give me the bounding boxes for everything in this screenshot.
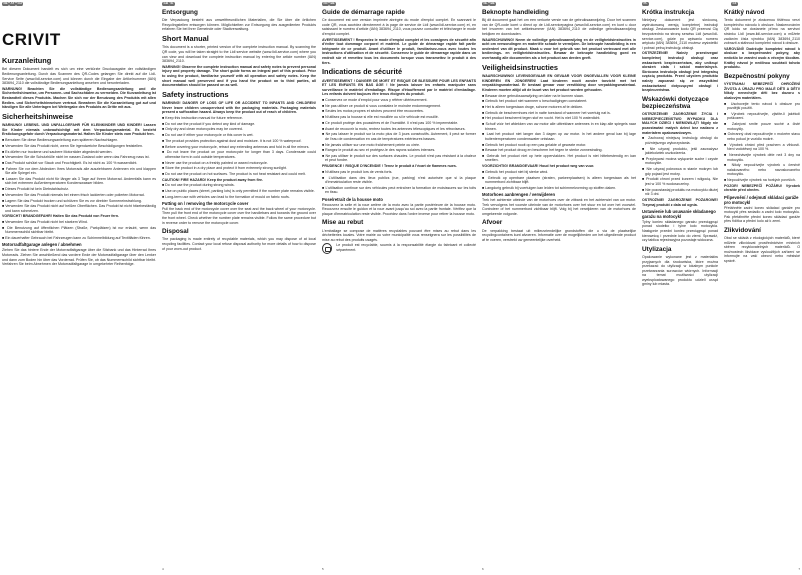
list-item: ■ Avant de recouvrir la moto, rentrez toutes les antennes télescopiques et les rétroviseurs. [322, 126, 466, 131]
text-utylizacja: Opakowanie wykonane jest z materiałów przyjaznych dla środowiska, które można przekazać do utylizacji w lokalnym punkcie przetwarzania surowców wtórnych. Informacji na temat możliwości utylizacji wyeksploatowanego produktu udzieli urząd gminy lub miasta. [642, 254, 718, 287]
list-item: ■ Laat het product niet langer dan 3 dagen op uw motor. In het andere geval kan bij lage buitentemperaturen condenswater ontstaan. [482, 132, 636, 141]
list-item: ■ Gebruik het product niet wanneer u beschadigingen constateert. [482, 99, 588, 104]
lang-pill-be: BE [330, 1, 335, 5]
heading-pose: Pose/retrait de la housse moto [322, 196, 383, 202]
lang-pill-gb: GB [163, 1, 168, 5]
list-item: ■ Dieses Produkt ist kein Diebstahlschutz. [2, 187, 70, 192]
list-item: ■ Produkt chroni przed kurzem i wilgocią. Nie jest w 100 % wodoszczelny. [642, 177, 718, 186]
text-beknopt: Bij dit document gaat het om een verkorte versie van de gebruiksaanwijzing. Door het scannen van de QR-code komt u direct op de Lidl-servicepagina (www.lidl-service.com) en kunt u door het invoeren van het artikelnummer (IAN) 383694_2110 de volledige gebruiksaanwijzing bekijken en downloaden. [482, 18, 636, 36]
list-item: ■ Do not leave the product on your motorcycle for longer than 3 days. Condensate could otherwise form in cold outside temperatures. [162, 150, 316, 159]
column-pl [642, 6, 718, 573]
list-item: ■ Long-term use with vehicles can lead to the formation of mould on fabric roofs. [162, 194, 290, 199]
lang-pill-fr: FR [323, 1, 328, 5]
text-putting-on: Pull the back end of the motorcycle cover over the seat and the back wheel of your motorcycle. Then pull the front end of the motorcycle cover over the handlebars and towards the ground over the front wheel. Check whether the number plate remains visible. Follow the same procedure but in reverse order to remove the motorcycle cover. [162, 206, 316, 225]
lang-pill-ie: IE [170, 1, 174, 5]
page-number: 4 [162, 567, 164, 572]
list-item: ■ Výrobek chrání před prachem a vlhkostí. Není vodotěsný na 100 %. [724, 142, 800, 152]
lang-pill-nl: NL [483, 1, 488, 5]
page-number: 7 [798, 567, 800, 572]
list-item: ■ Nenechávejte výrobek déle než 3 dny na motocyklu. [724, 152, 800, 162]
warning-1-pl: OSTRZEŻENIE! Należy przestrzegać kompletnej instrukcji obsługi oraz wskazówek bezpieczeństwa, aby uniknąć obrażeń ciała i szkód materialnych. Skrócona instrukcja obsługi jest integralną częścią produktu. Przed użyciem produktu należy zapoznać się ze wszystkimi wskazówkami dotyczącymi obsługi i bezpieczeństwa. [642, 51, 718, 93]
column-fr [322, 6, 476, 573]
heading-kurzanleitung: Kurzanleitung [2, 56, 52, 65]
warning-3-cz: POZOR! NEBEZPEČÍ POŽÁRU! Výrobek chraňte před ohněm. [724, 183, 800, 193]
text-guide: Ce document est une version imprimée abrégée du mode d'emploi complet. En scannant le code QR, vous accédez directement à la page de service de Lidl (www.lidl-service.com) et, en saisissant le numéro d'article (IAN) 383694_2110, vous pouvez consulter et télécharger le mode d'emploi complet. [322, 18, 476, 36]
column-nl [482, 6, 636, 573]
list-item: ■ Zakrývat smíte pouze suché a čisté motocykly. [724, 122, 800, 131]
heading-beknopt: Beknopte handleiding [482, 9, 549, 16]
list-item: ■ Nie używaj pokrowca w stanie mokrym lub gdy pojazd jest mokry. [642, 167, 718, 176]
warning-1-cz: VAROVÁNÍ! Dodržujte kompletní návod k obsluze a bezpečnostní pokyny, aby nedošlo ke zranění osob a věcným škodám. Krátký návod je nedílnou součástí tohoto produktu. [724, 46, 800, 70]
list-item: ■ Only dry and clean motorcycles may be covered. [162, 127, 243, 132]
lang-pill-ch: CH [17, 1, 22, 5]
list-item: ■ Nie pozostawiaj produktu na motocyklu dłużej niż 3 dni. [642, 187, 718, 197]
warning-1-fr: AVERTISSEMENT ! Respectez le mode d'emploi complet et les consignes de sécurité afin d'éviter tout dommage corporel et matériel. Le guide de démarrage rapide fait partie intégrante de ce produit. Avant d'utiliser le produit, familiarisez-vous avec toutes les instructions d'utilisation et de sécurité. Conservez le guide de démarrage rapide dans un endroit sûr et remettez tous les documents lorsque vous transmettez le produit à des tiers. [322, 37, 476, 65]
list-item: ■ The product provides protection against dust and moisture. It is not 100 % waterproof. [162, 138, 302, 143]
list-item: ■ Gebruik op openbare plaatsen (straten, parkeerplaatsen) is alleen toegestaan als het nummerbord zichtbaar blijft. [482, 175, 636, 185]
list-item: ■ Ce produit protège des poussières et de l'humidité. Il n'est pas 100 % imperméable. [322, 120, 459, 125]
column-en [162, 6, 316, 573]
list-item: ■ Do not use the product if you detect any kind of damage. [162, 121, 256, 126]
text-motorhoes: Trek het achterste uiteinde van de motorhoes over de zitbank en het achterwiel van uw motor. Trek vervolgens het voorste uiteinde van de motorhoes over het stuur en tot over het voorwiel. Controleer of het nummerbord zichtbaar blijft. Volg bij het verwijderen van de motorhoes de omgekeerde volgorde. [482, 198, 636, 216]
heading-afvoer: Afvoer [482, 219, 503, 227]
list-item: ■ Ne pas utiliser le produit sur des surfaces chaudes. Le produit n'est pas résistant à la chaleur et peut fondre. [322, 153, 476, 163]
list-item: ■ Uschovejte tento návod k obsluze pro pozdější použití. [724, 101, 800, 111]
heading-wskazowki: Wskazówki dotyczące bezpieczeństwa [642, 95, 709, 110]
list-item: ■ Ne pas laisser le produit sur la moto plus de 3 jours consécutifs. Autrement, il peut se former de l'eau de condensation en cas de températures extérieures basses. [322, 132, 476, 141]
list-item: ■ Gebruik het product nooit op een pas gelakte of gewaxte motor. [482, 142, 587, 147]
list-item: ■ Die Benutzung auf öffentlichen Plätzen (Straße, Parkplätzen) ist nur erlaubt, wenn das Nummernschild sichtbar bleibt. [2, 225, 156, 235]
warning-3-en: CAUTION! FIRE HAZARD! Keep the product away from fire. [162, 177, 264, 182]
list-item: ■ Before covering your motorcycle, retract any extending antennas and fold in all the mirrors. [162, 144, 310, 149]
heading-pripevneni: Připevnění / odejmutí skládací garáže pro motocykl [724, 194, 799, 205]
text-kratky: Tento dokument je zkrácenou tištěnou verzí kompletního návodu k obsluze. Naskenováním QR kódu se dostanete přímo na servisní stránku Lidl (www.lidl-service.com) a můžete zadáním čísla výrobku (IAN) 383694_2110 zobrazit a stáhnout kompletní návod k obsluze. [724, 18, 800, 46]
list-item: ■ Verwenden Sie das Produkt nicht bei starkem Wind. [2, 220, 88, 225]
heading-bezpecnostni: Bezpečnostní pokyny [724, 72, 790, 80]
page-number: 5 [322, 567, 324, 572]
warning-2-fr: AVERTISSEMENT ! DANGER DE MORT ET RISQUE DE BLESSURE POUR LES ENFANTS ET LES ENFANTS EN BAS ÂGE ! Ne jamais laisser les enfants manipuler sans surveillance le matériel d'emballage. Risque d'étouffement par le matériel d'emballage. Les enfants doivent toujours être tenus éloignés du produit. [322, 78, 476, 97]
list-item: ■ Nikdy nepoužívejte výrobek u čerstvě nalakovaného nebo navoskovaného motocyklu. [724, 163, 800, 177]
lang-pill-cz: CZ [732, 1, 737, 5]
text-rebut: L'emballage se compose de matières recyclables pouvant être mises au rebut dans les déchetteries locales. Votre mairie ou votre municipalité vous renseignera sur les possibilités de mise au rebut des produits usagés. [322, 228, 476, 242]
list-de-1 [2, 138, 156, 213]
warning-2-cz: VÝSTRAHA! NEBEZPEČÍ OHROŽENÍ ŽIVOTA A ÚRAZU PRO MALÉ DĚTI A DĚTI! Nikdy nenechejte děti bez dozoru s obalovým materiálem. [724, 82, 800, 100]
list-item: ■ Do not use if either your motorcycle or this cover is wet. [162, 133, 254, 138]
warning-2-en: WARNING! DANGER OF LOSS OF LIFE OR ACCIDENT TO INFANTS AND CHILDREN! Never leave children unsupervised with the packaging materials. Packaging materials present a suffocation hazard. Always keep the product out of reach of children. [162, 101, 316, 115]
list-item: ■ Never use the product on a freshly painted or waxed motorcycle. [162, 160, 268, 165]
column-de [2, 8, 156, 575]
list-item: ■ Gebruik de beschermhoes niet in natte toestand of wanneer het voertuig nat is. [482, 110, 611, 115]
text-recycling: Le produit est recyclable, soumis à la responsabilité élargie du fabricant et collecté séparément. [336, 243, 476, 253]
list-item: ■ Keep this instruction manual for future reference. [162, 116, 243, 121]
list-item: ■ Het is alleen toegestaan droge, schone motoren af te dekken. [482, 104, 584, 109]
list-item: ■ Bewaar deze gebruiksaanwijzing om later na te kunnen slaan. [482, 93, 584, 98]
list-item: ■ Benutzen Sie diese Bedienungsanleitung zum späteren Nachschlagen. [2, 138, 119, 143]
text-kurzanleitung: Bei diesem Dokument handelt es sich um eine verkürzte Druckausgabe der vollständigen Bedienungsanleitung. Durch das Scannen des QR-Codes gelangen Sie direkt auf die Lidl-Service Seite (www.lidl-service.com) und können durch die Eingabe der Artikelnummer (IAN) 383694_2110 die vollständige Bedienungsanleitung ansehen und herunterladen. [2, 67, 156, 86]
list-item: ■ Nepoužívejte výrobek na horkých površích. [724, 178, 796, 183]
heading-krotka: Krótka instrukcja [642, 9, 695, 16]
warning-2-de: WARNUNG! LEBENS- UND UNFALLGEFAHR FÜR KLEINKINDER UND KINDER! Lassen Sie Kinder niemals unbeaufsichtigt mit dem Verpackungsmaterial. Es besteht Erstickungsgefahr durch Verpackungsmaterial. Halten Sie Kinder stets vom Produkt fern. [2, 123, 156, 137]
list-item: ■ Verwenden Sie die Schutzhülle nicht im nassen Zustand oder wenn das Fahrzeug nass ist. [2, 155, 150, 160]
text-short-manual: This document is a shorter, printed version of the complete instruction manual. By scanning the QR code, you will be taken straight to the Lidl service website (www.lidl-service.com) where you can view and download the complete instruction manual by entering the article number (IAN) 383694_2110. [162, 45, 316, 64]
text-motorrad: Ziehen Sie das hintere Ende der Motorradfaltgarage über die Sitzbank und das Hinterrad Ihres Motorrads. Ziehen Sie anschließend das vordere Ende der Motorradfaltgarage über den Lenker und dann zum Boden hin über das Vorderrad. Prüfen Sie, ob das Nummernschild sichtbar bleibt. Verfahren Sie beim Abnehmen der Motorradfaltgarage in umgekehrter Reihenfolge. [2, 248, 156, 267]
heading-guide: Guide de démarrage rapide [322, 9, 405, 16]
list-item: ■ N'utilisez pas la housse si elle est mouillée ou si le véhicule est mouillé. [322, 115, 439, 120]
list-item: ■ Het product beschermt tegen stof en vocht. Het is niet 100 % waterdicht. [482, 116, 601, 121]
list-item: ■ L'utilisation continue sur des véhicules peut entraîner la formation de moisissures sur les toits en tissu. [322, 185, 476, 195]
warning-2-nl: WAARSCHUWING! LEVENSGEVAAR EN GEVAAR VOOR ONGEVALLEN VOOR KLEINE KINDEREN EN JONGEREN! Laat kinderen nooit zonder toezicht met het verpakkingsmateriaal. Er bestaat gevaar voor verstikking door verpakkingsmateriaal. Kinderen moeten altijd uit de buurt van het product worden gehouden. [482, 74, 636, 92]
list-item: ■ Use on public places (street, parking lots) is only permitted if the number plate remains visible. [162, 188, 315, 193]
heading-motorrad: Motorradfaltgarage anlegen / abnehmen [2, 242, 82, 248]
list-item: ■ Ne jamais utiliser sur une moto fraîchement peinte ou cirée. [322, 142, 421, 147]
list-item: ■ Store the product in a dry place and protect it from extremely strong sunlight. [162, 166, 288, 171]
heading-disposal: Disposal [162, 228, 189, 236]
column-cz [724, 6, 800, 573]
heading-zlikvidovani: Zlikvidování [724, 226, 761, 234]
list-item: ■ Lassen Sie das Produkt nicht für länger als 3 Tage auf Ihrem Motorrad. Andernfalls kann es sich bei extremen Außentemperaturen Kondenswasser bilden. [2, 176, 156, 186]
heading-motorhoes: Motorhoes aanbrengen / verwijderen [482, 192, 556, 198]
list-item: ■ N'utilisez pas le produit lors de vents forts. [322, 169, 393, 174]
list-item: ■ Gebruik het product niet bij sterke wind. [482, 169, 549, 174]
warning-1-nl: WAARSCHUWING! Neem de volledige gebruiksaanwijzing en de veiligheidsinstructies in acht om verwondingen en materiële schade te vermijden. De beknopte handleiding is een onderdeel van dit product. Maak u voor het gebruik van het product vertrouwd met alle bedienings- en veiligheidsinstructies. Bewaar de beknopte handleiding goed en overhandig alle documenten als u het product aan derden geeft. [482, 37, 636, 61]
recycling-icon [322, 243, 332, 254]
logo-area [2, 8, 156, 54]
text-krotka: Niniejszy dokument jest skróconą, wydrukowaną wersją kompletnej instrukcji obsługi. Zeskanowanie kodu QR przenosi Cię bezpośrednio na stronę serwisu Lidl (www.lidl-service.com), gdzie po wpisaniu numeru artykułu (IAN) 383694_2110 możesz wyświetlić i pobrać pełną instrukcję obsługi. [642, 18, 718, 50]
list-item: ■ Lagern Sie das Produkt trocken und schützen Sie es vor direkter Sonneneinstrahlung. [2, 198, 142, 203]
heading-indications: Indications de sécurité [322, 67, 403, 77]
heading-rebut: Mise au rebut [322, 219, 364, 227]
lang-pill-at: AT [10, 1, 15, 5]
warning-1-de: WARNUNG! Beachten Sie die vollständige Bedienungsanleitung und die Sicherheitshinweise, um Personen- und Sachschäden zu vermeiden. Die Kurzanleitung ist Bestandteil dieses Produkts. Machen Sie sich vor der Benutzung des Produkts mit allen Bedien- und Sicherheitshinweisen vertraut. Bewahren Sie die Kurzanleitung gut auf und händigen Sie alle Unterlagen bei Weitergabe des Produkts an Dritte mit aus. [2, 86, 156, 110]
list-item: ■ Schuif vóór het afdekken van uw motor alle uittrekbare antennes in en klap alle spiegels naar binnen. [482, 121, 636, 131]
text-zlikvidovani: Obal se skládá z ekologických materiálů, které můžete zlikvidovat prostřednictvím místních sběren recyklovatelných materiálů. O možnostech likvidace vysloužilých zařízení se informujte na vaší obecní nebo městské správě. [724, 236, 800, 264]
list-item: ■ Nie używaj produktu, jeśli zauważysz jakiekolwiek uszkodzenia. [642, 146, 718, 156]
text-entsorgung: Die Verpackung besteht aus umweltfreundlichen Materialien, die Sie über die örtlichen Recyclingstellen entsorgen können. Möglichkeiten zur Entsorgung des ausgedienten Produkts erfahren Sie bei Ihrer Gemeinde oder Stadtverwaltung. [162, 18, 316, 32]
list-item: ■ Ne pas utiliser ce produit si vous constatez le moindre endommagement. [322, 103, 442, 108]
heading-entsorgung: Entsorgung [162, 9, 198, 16]
list-item: ■ L'utilisation dans des lieux publics (rue, parking) n'est autorisée que si la plaque d'immatriculation reste visible. [322, 175, 476, 185]
text-ustawienie: Tylny koniec składanego garażu przeciągnąć ponad siodełko i tylne koło motocykla. Następnie przedni koniec przeciągnąć ponad kierownicę i przednie koło do ziemi. Sprawdź, czy tablica rejestracyjna pozostaje widoczna. [642, 219, 718, 243]
page-number: 6 [482, 567, 484, 572]
warning-1-en: WARNING! Observe the complete instruction manual and safety notes to prevent personal injury and property damage. The short guide forms an integral part of this product. Prior to using the product, familiarise yourself with all operation and safety notes. Keep the short manual well preserved and if you hand the product on to third parties, all documentation should be passed on as well. [162, 64, 316, 88]
heading-short-manual: Short Manual [162, 33, 209, 43]
heading-safety: Safety instructions [162, 89, 229, 99]
list-item: ■ Rangez le produit au sec et protégez-le des rayons solaires intenses. [322, 148, 436, 153]
list-item: ■ Gebruik het product niet op hete oppervlakken. Het product is niet hittebestendig en kan smelten. [482, 153, 636, 163]
heading-veiligheid: Veiligheidsinstructies [482, 62, 558, 72]
list-item: ■ Verwenden Sie das Produkt nicht auf heißen Oberflächen. Das Produkt ist nicht hitzebeständig und kann schmelzen. [2, 204, 156, 213]
list-item: ■ Verwenden Sie das Produkt niemals bei einem frisch lackierten oder polierten Motorrad. [2, 192, 145, 197]
list-item: ■ Fahren Sie vor dem Abdecken Ihres Motorrads alle ausziehbaren Antennen ein und klappen Sie alle Spiegel ein. [2, 166, 156, 176]
heading-ustawienie: Ustawienie lub usuwanie składanego garażu na motocykl [642, 208, 716, 219]
text-disposal: The packaging is made entirely of recyclable materials, which you may dispose of at local recycling facilities. Contact your local refuse disposal authority for more details of how to dispose of your worn-out product. [162, 237, 316, 251]
text-afvoer: De verpakking bestaat uit milieuvriendelijke grondstoffen die u via de plaatselijke recyclingcontainers kunt afvoeren. Informatie over de mogelijkheden om het uitgediende product af te voeren, verstrekt uw gemeentelijke overheid. [482, 228, 636, 242]
lang-pill-de: DE [3, 1, 8, 5]
list-item: ■ Zachowaj niniejszą instrukcję obsługi do późniejszego wykorzystania. [642, 136, 718, 145]
heading-putting-on: Putting on / removing the motorcycle cover [162, 200, 249, 206]
lang-pill-pl: PL [643, 1, 648, 5]
list-item: ■ Langdurig gebruik bij voertuigen kan leiden tot schimmelvorming op stoffen daken. [482, 185, 617, 190]
list-item: ■ Do not use the product during strong winds. [162, 183, 235, 188]
warning-2-pl: OSTRZEŻENIE! ZAGROŻENIE ŻYCIA I NIEBEZPIECZEŃSTWO WYPADKU DLA MAŁYCH DZIECI I NIEMOWLĄT! Nigdy nie pozostawiać małych dzieci bez nadzoru z materiałem opakowaniowym. [642, 112, 718, 135]
list-item: ■ Verwenden Sie das Produkt nicht, wenn Sie irgendwelche Beschädigungen feststellen. [2, 143, 144, 148]
list-item: ■ Przykrywać można wyłącznie suche i czyste motocykle. [642, 156, 718, 166]
list-item: ■ Es dürfen nur trockene und saubere Motorräder abgedeckt werden. [2, 149, 113, 154]
list-item: ■ Výrobek nepoužívejte, zjistíte-li jakékoli poškození. [724, 111, 800, 121]
list-item: ■ Das Produkt schützt vor Staub und Feuchtigkeit. Es ist nicht zu 100 % wasserdicht. [2, 160, 138, 165]
list-item: ■ Conservez ce mode d'emploi pour vous y référer ultérieurement. [322, 98, 428, 103]
warning-3-pl: OSTROŻNIE! ZAGROŻENIE POŻAROWE! Trzymaj produkt z dala od ognia. [642, 197, 718, 207]
heading-utylizacja: Utylizacja [642, 245, 672, 253]
text-pose: Recouvrez la selle et la roue arrière de la moto avec la partie postérieure de la housse moto. Recouvrez ensuite le guidon et la roue avant jusqu'au sol avec la partie frontale. Vérifiez que la plaque d'immatriculation reste visible. Procédez dans l'ordre inverse pour retirer la housse moto. [322, 202, 476, 216]
list-item: ■ Bewaar het product droog en bescherm het tegen te sterke zonnestraling. [482, 148, 603, 153]
heading-sicherheitshinweise: Sicherheitshinweise [2, 111, 74, 121]
warning-3-fr: PRUDENCE ! RISQUE D'INCENDIE ! Tenez le produit à l'écart de flammes nues. [322, 164, 457, 169]
list-item: ■ Do not use the product on hot surfaces. The product is not heat resistant and could melt. [162, 171, 306, 176]
list-item: ■ Ein dauerhafter Gebrauch bei Fahrzeugen kann zu Schimmelbildung auf Textilfäden führen. [2, 236, 151, 241]
brand-logo: CRIVIT [2, 30, 61, 49]
list-item: ■ Seules les motos propres et sèches peuvent être recouvertes. [322, 109, 424, 114]
heading-kratky: Krátký návod [724, 9, 765, 16]
warning-3-de: VORSICHT! BRANDGEFAHR! Halten Sie das Produkt von Feuer fern. [2, 214, 120, 219]
recycling-notice [322, 243, 476, 254]
text-pripevneni: Přetáhněte zadní konec skládací garáže pro motocykl přes sedadlo a zadní kolo motocyklu. Pak přetáhněte přední konec skládací garáže přes řídítka a přední kolo až k zemi. [724, 205, 800, 224]
list-item: ■ Ochranný obal nepoužívejte v mokrém stavu nebo pokud je vozidlo mokré. [724, 132, 800, 141]
lang-pill-be2: BE [490, 1, 495, 5]
warning-3-nl: VOORZICHTIG! BRANDGEVAAR! Houd het product weg van vuur. [482, 164, 595, 169]
